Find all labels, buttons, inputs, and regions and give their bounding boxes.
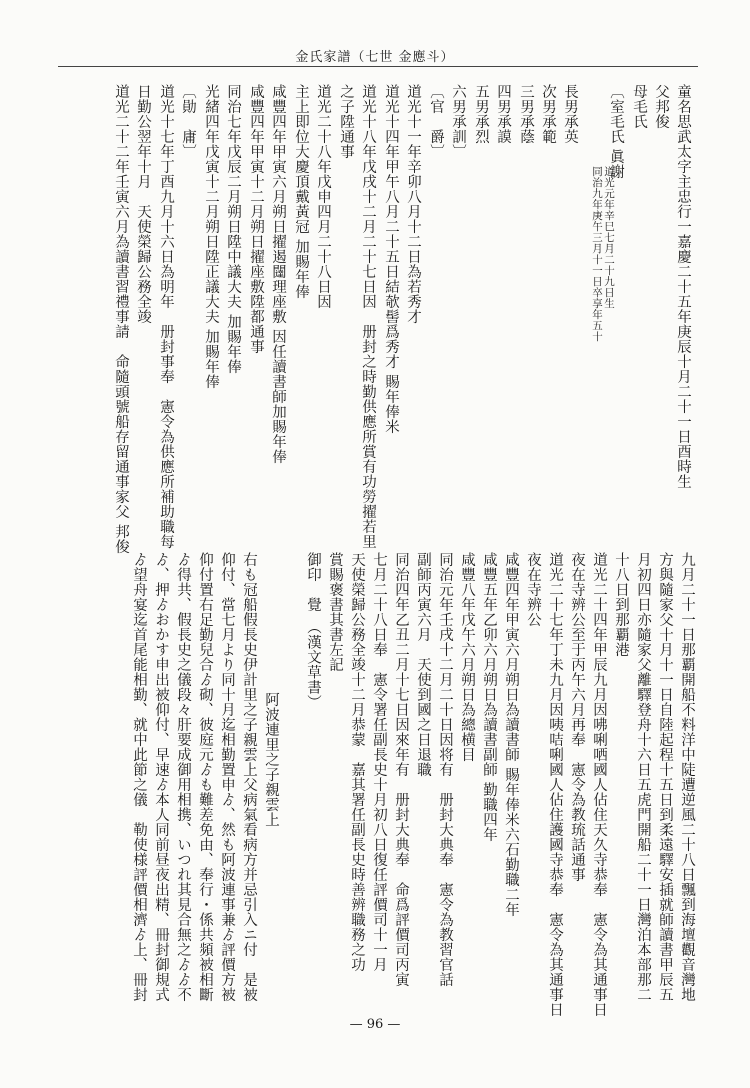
text-column: 母毛氏 — [631, 84, 647, 129]
text-column: 三男承蔭 — [518, 84, 534, 144]
section-heading: 〔勛 庸〕 — [180, 84, 196, 159]
text-column: 童名思武太字主忠行一嘉慶二十五年庚辰十月二十一日酉時生 — [675, 84, 691, 489]
text-column: 仰付、當七月より同十月迄相勤置申ゟ、然も阿波連事兼ゟ評價方被 — [219, 552, 235, 1002]
text-column: 方與隨家父十月十一日自陸起程十五日到柔遠驛安插就師讀書甲辰五 — [657, 552, 673, 1002]
text-column: 天使榮歸公務全竣十二月恭蒙 嘉其署任副長史時善辨職務之功 — [349, 552, 365, 972]
text-column: 九月二十一日那覇開船不料洋中陡遭逆風二十八日飄到海壇觀音灣地 — [679, 552, 695, 1002]
text-column: 賞賜褒書其書左記 — [327, 552, 343, 672]
text-column: 道光二十七年丁未九月因咦咭唎國人佔住護國寺恭奉 憲令為其通事日 — [547, 552, 563, 1017]
text-column: 月初四日亦隨家父離驛登舟十六日五虎門開船二十一日灣泊本部那二 — [635, 552, 651, 1002]
text-column: 道光十七年丁酉九月十六日為明年 册封事奉 憲令為供應所補助職每 — [158, 84, 174, 549]
text-column: 咸豐四年甲寅六月朔日擢遏闥理座敷 因任讀書師加賜年俸 — [270, 84, 286, 465]
text-column: ゟ得共、假長史之儀段々肝要成御用相携、いつれ其見合無之ゟゟ不 — [175, 552, 191, 1002]
text-column: 道光十八年戊戌十二月二十七日因 册封之時勤供應所賞有功勞擢若里 — [360, 84, 376, 549]
text-column: 咸豐四年甲寅六月朔日為讀書師 賜年俸米六石勤職二年 — [503, 552, 519, 918]
annotation-column: 道光元年辛巳七月二十九日生 — [603, 166, 615, 309]
text-column: 右も冠船假長史伊計里之子親雲上父病氣看病方并忌引入ニ付 是被 — [241, 552, 257, 1002]
text-column: 咸豐五年乙卯六月朔日為讀書副師 勤職四年 — [481, 552, 497, 843]
text-column: 同治四年乙丑二月十七日因來年有 册封大典奉 命爲評價司丙寅 — [393, 552, 409, 987]
text-column: 道光二十二年壬寅六月為讀書習禮事請 命隨頭號船存留通事家父 邦俊 — [113, 84, 129, 555]
text-column: 〔室毛氏 眞謝 — [608, 84, 624, 180]
text-column: 道光二十四年甲辰九月因咈唎哂國人佔住天久寺恭奉 憲令為其通事日 — [591, 552, 607, 1017]
upper-text-block — [0, 84, 750, 555]
text-column: 夜在寺辨公 — [525, 552, 541, 627]
text-column: 長男承英 — [562, 84, 578, 144]
text-column: 十八日到那覇港 — [613, 552, 629, 657]
text-column: 同治七年戊辰二月朔日陞中議大夫 加賜年俸 — [225, 84, 241, 375]
lower-text-block — [0, 552, 750, 1017]
text-column: 父邦俊 — [653, 84, 669, 129]
text-column: 副師丙寅六月 天使到國之日退職 — [415, 552, 431, 777]
text-column: 道光二十八年戊申四月二十八日因 — [315, 84, 331, 309]
text-column: 日勤公翌年十月 天使榮歸公務全竣 — [135, 84, 151, 324]
header-rule — [58, 66, 698, 67]
text-column: 同治元年壬戌十二月二十日因将有 册封大典奉 憲令為教習官話 — [437, 552, 453, 987]
text-column: 御印 覺 （漢文草書） — [305, 552, 321, 710]
text-column: 道光十四年甲午八月二十五日結欹髻爲秀才 賜年俸米 — [383, 84, 399, 435]
text-column: 光緒四年戊寅十二月朔日陞正議大夫 加賜年俸 — [203, 84, 219, 390]
text-column: 夜在寺辨公至于丙午六月再奉 憲令為教琉話通事 — [569, 552, 585, 882]
annotation-column: 同治九年庚午三月十一日卒享年五十 — [591, 166, 603, 342]
text-column: 主上即位大慶頂戴黃冠 加賜年俸 — [293, 84, 309, 300]
text-column: 五男承烈 — [473, 84, 489, 144]
text-column: 次男承範 — [540, 84, 556, 144]
page-number: — 96 — — [349, 1017, 401, 1032]
text-column: 咸豐八年戊午六月朔日為總横目 — [459, 552, 475, 762]
text-column: 四男承謨 — [495, 84, 511, 144]
text-column: 之子陞通事 — [338, 84, 354, 159]
section-heading: 〔官 爵〕 — [428, 84, 444, 159]
text-column: 仰付置右足勤兒合ゟ砌、彼庭元ゟも難差免由、奉行・係共頻被相斷 — [197, 552, 213, 1002]
text-column: 咸豐四年甲寅十二月朔日擢座敷陞都通事 — [248, 84, 264, 354]
text-column: ゟ望舟宴迄首尾能相勤、就中此節之儀 勒使様評價相濟ゟ上、冊封 — [131, 552, 147, 1002]
text-column: ゟ、押ゟおかす申出被仰付、早速ゟ本人同前昼夜出精、冊封御規式 — [153, 552, 169, 1002]
page-header: 金氏家譜（七世 金應斗） — [295, 50, 455, 65]
text-column: 道光十一年辛卯八月十二日為若秀才 — [405, 84, 421, 324]
text-column: 阿波連里之子親雲上 — [263, 692, 279, 827]
text-column: 六男承訓〕 — [450, 84, 466, 159]
text-column: 七月二十八日奉 憲令署任副長史十月初八日復任評價司十一月 — [371, 552, 387, 972]
